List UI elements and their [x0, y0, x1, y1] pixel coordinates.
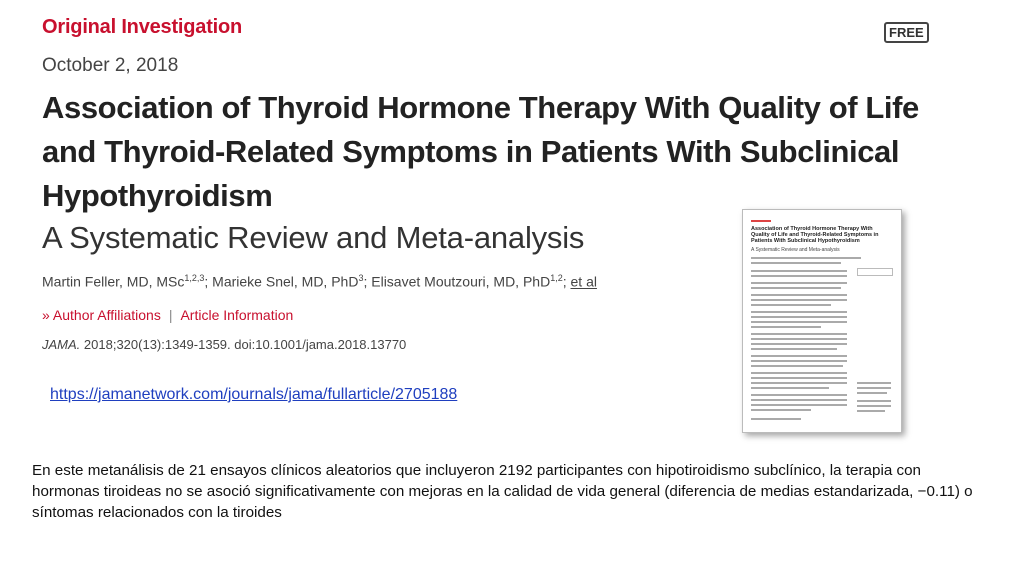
author-list: [42, 273, 597, 290]
link-separator: |: [168, 307, 173, 323]
publication-date: October 2, 2018: [42, 55, 179, 76]
citation-details: 2018;320(13):1349-1359. doi:10.1001/jama.2018.13770: [80, 337, 407, 352]
section-label: Original Investigation: [42, 16, 243, 38]
summary-text: En este metanálisis de 21 ensayos clínicos aleatorios que incluyeron 2192 participantes con hipotiroidismo subclínico, la terapia con hormonas tiroideas no se asoció significativamente con mejoras en la calidad de vida general (diferencia de medias estandarizada, −0.11) o síntomas relacionados con la tiroides: [32, 462, 973, 521]
thumbnail-subtitle: A Systematic Review and Meta-analysis: [751, 247, 840, 253]
author-name: Martin Feller, MD, MSc: [42, 273, 185, 290]
affiliation-superscript: 3: [358, 273, 364, 283]
article-subtitle: A Systematic Review and Meta-analysis: [42, 220, 585, 255]
article-information-link[interactable]: Article Information: [180, 307, 294, 323]
et-al-link[interactable]: et al: [570, 273, 597, 290]
affiliation-superscript: 1,2,3: [184, 273, 205, 283]
article-thumbnail: [742, 209, 902, 433]
affiliation-superscript: 1,2: [550, 273, 563, 283]
article-title: Association of Thyroid Hormone Therapy With Quality of Life and Thyroid-Related Symptoms in Patients With Subclinical Hypothyroidism: [42, 90, 919, 213]
article-links: [42, 307, 293, 323]
citation: [42, 337, 406, 352]
free-badge: FREE: [884, 22, 929, 43]
author-name: ; Marieke Snel, MD, PhD: [204, 273, 359, 290]
thumbnail-title: Association of Thyroid Hormone Therapy With Quality of Life and Thyroid-Related Symptoms in Patients With Subclinical Hypothyroidism: [751, 226, 879, 244]
author-affiliations-link[interactable]: » Author Affiliations: [42, 307, 161, 323]
journal-name: JAMA.: [42, 337, 81, 352]
author-name: ; Elisavet Moutzouri, MD, PhD: [363, 273, 551, 290]
article-url-link[interactable]: https://jamanetwork.com/journals/jama/fullarticle/2705188: [50, 386, 458, 403]
author-separator: ;: [562, 273, 571, 290]
